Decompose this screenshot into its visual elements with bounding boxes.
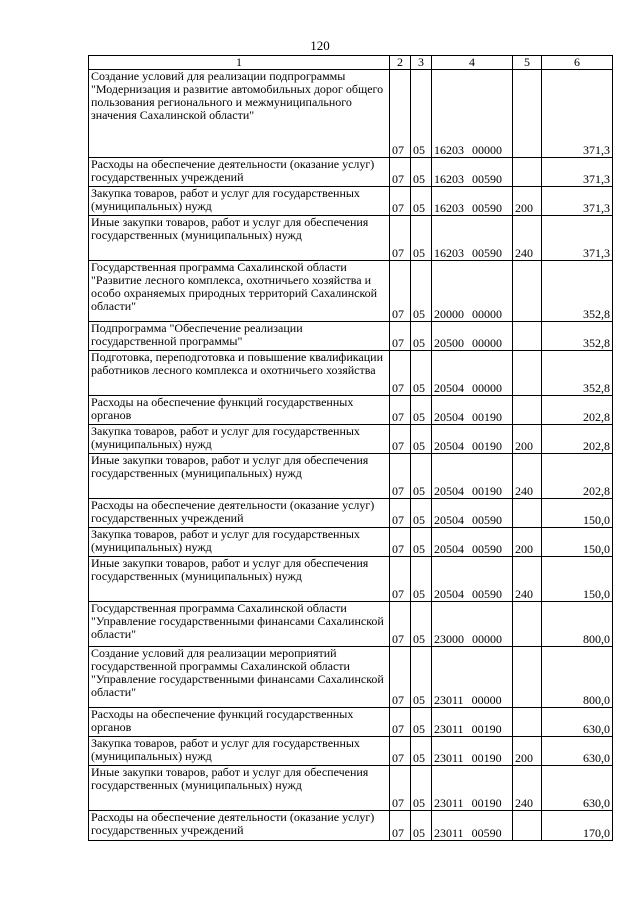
target-article-direction: 00590: [472, 246, 502, 260]
column-header: 2: [390, 56, 411, 70]
section-code: 07: [390, 216, 411, 261]
expense-name: Создание условий для реализации подпрограммы "Модернизация и развитие автомобильных дорог общего пользования регионального и межмуниципального значения Сахалинской области": [89, 70, 390, 158]
expense-name: Закупка товаров, работ и услуг для государственных (муниципальных) нужд: [89, 187, 390, 216]
expense-name: Закупка товаров, работ и услуг для государственных (муниципальных) нужд: [89, 425, 390, 454]
expense-name: Подпрограмма "Обеспечение реализации государственной программы": [89, 322, 390, 351]
table-row: [89, 557, 613, 602]
expense-name: Иные закупки товаров, работ и услуг для обеспечения государственных (муниципальных) нужд: [89, 216, 390, 261]
amount-value: 371,3: [542, 216, 613, 261]
expense-name: Закупка товаров, работ и услуг для государственных (муниципальных) нужд: [89, 737, 390, 766]
table-row: [89, 499, 613, 528]
section-code: 07: [390, 261, 411, 322]
target-article-code: [432, 557, 513, 602]
section-code: 07: [390, 557, 411, 602]
target-article-program: 23011: [434, 722, 464, 736]
amount-value: 800,0: [542, 602, 613, 647]
expense-name: Государственная программа Сахалинской области "Развитие лесного комплекса, охотничьего хозяйства и особо охраняемых природных территорий Сахалинской области": [89, 261, 390, 322]
amount-value: 371,3: [542, 70, 613, 158]
amount-value: 371,3: [542, 158, 613, 187]
expense-type-code: [513, 322, 542, 351]
table-row: [89, 187, 613, 216]
section-code: 07: [390, 737, 411, 766]
target-article-program: 23011: [434, 826, 464, 840]
table-row: [89, 811, 613, 841]
target-article-direction: 00590: [472, 587, 502, 601]
target-article-code: [432, 425, 513, 454]
target-article-direction: 00590: [472, 172, 502, 186]
target-article-direction: 00190: [471, 722, 502, 736]
target-article-code: [432, 454, 513, 499]
section-code: 07: [390, 602, 411, 647]
amount-value: 202,8: [542, 425, 613, 454]
expense-type-code: 200: [513, 425, 542, 454]
target-article-code: [432, 70, 513, 158]
target-article-program: 20504: [434, 484, 464, 498]
table-row: [89, 322, 613, 351]
target-article-code: [432, 528, 513, 557]
table-row: [89, 647, 613, 708]
target-article-program: 16203: [434, 246, 464, 260]
target-article-program: 16203: [434, 143, 464, 157]
target-article-direction: 00000: [472, 632, 502, 646]
expense-type-code: 240: [513, 766, 542, 811]
target-article-program: 20504: [434, 410, 464, 424]
target-article-code: [432, 351, 513, 396]
target-article-code: [432, 708, 513, 737]
target-article-direction: 00000: [472, 381, 502, 395]
subsection-code: 05: [411, 216, 432, 261]
target-article-program: 23011: [434, 796, 464, 810]
expense-name: Расходы на обеспечение функций государственных органов: [89, 396, 390, 425]
expense-name: Расходы на обеспечение деятельности (оказание услуг) государственных учреждений: [89, 158, 390, 187]
expense-type-code: 200: [513, 528, 542, 557]
target-article-program: 20504: [434, 542, 464, 556]
table-row: [89, 158, 613, 187]
table-row: [89, 216, 613, 261]
subsection-code: 05: [411, 454, 432, 499]
expense-type-code: [513, 708, 542, 737]
amount-value: 202,8: [542, 396, 613, 425]
section-code: 07: [390, 528, 411, 557]
expense-type-code: [513, 70, 542, 158]
subsection-code: 05: [411, 708, 432, 737]
target-article-program: 20504: [434, 513, 464, 527]
amount-value: 371,3: [542, 187, 613, 216]
amount-value: 352,8: [542, 261, 613, 322]
target-article-program: 16203: [434, 201, 464, 215]
table-body: [89, 70, 613, 841]
expense-type-code: [513, 351, 542, 396]
table-row: [89, 766, 613, 811]
table-row: [89, 454, 613, 499]
target-article-program: 20504: [434, 381, 464, 395]
amount-value: 170,0: [542, 811, 613, 841]
target-article-program: 23000: [434, 632, 464, 646]
target-article-direction: 00590: [472, 201, 502, 215]
subsection-code: 05: [411, 261, 432, 322]
expense-type-code: 240: [513, 454, 542, 499]
expense-type-code: 200: [513, 737, 542, 766]
subsection-code: 05: [411, 499, 432, 528]
page-number: 120: [310, 38, 330, 53]
section-code: 07: [390, 396, 411, 425]
target-article-program: 20000: [434, 307, 464, 321]
expense-name: Расходы на обеспечение деятельности (оказание услуг) государственных учреждений: [89, 811, 390, 841]
subsection-code: 05: [411, 70, 432, 158]
column-header: 1: [89, 56, 390, 70]
target-article-code: [432, 158, 513, 187]
target-article-program: 20500: [434, 336, 464, 350]
amount-value: 202,8: [542, 454, 613, 499]
expense-type-code: [513, 261, 542, 322]
subsection-code: 05: [411, 351, 432, 396]
amount-value: 150,0: [542, 528, 613, 557]
subsection-code: 05: [411, 602, 432, 647]
subsection-code: 05: [411, 322, 432, 351]
target-article-direction: 00590: [471, 826, 502, 840]
amount-value: 630,0: [542, 766, 613, 811]
amount-value: 800,0: [542, 647, 613, 708]
target-article-code: [432, 737, 513, 766]
table-row: [89, 602, 613, 647]
section-code: 07: [390, 499, 411, 528]
column-header: 5: [513, 56, 542, 70]
target-article-code: [432, 811, 513, 841]
expense-name: Иные закупки товаров, работ и услуг для обеспечения государственных (муниципальных) нужд: [89, 454, 390, 499]
table-row: [89, 396, 613, 425]
subsection-code: 05: [411, 158, 432, 187]
target-article-code: [432, 216, 513, 261]
expense-name: Создание условий для реализации мероприятий государственной программы Сахалинской области "Управление государственными финансами Сахалинской области": [89, 647, 390, 708]
column-header: 6: [542, 56, 613, 70]
target-article-direction: 00000: [472, 143, 502, 157]
expense-type-code: [513, 499, 542, 528]
amount-value: 630,0: [542, 708, 613, 737]
expense-type-code: 200: [513, 187, 542, 216]
subsection-code: 05: [411, 187, 432, 216]
section-code: 07: [390, 158, 411, 187]
target-article-direction: 00590: [472, 542, 502, 556]
section-code: 07: [390, 647, 411, 708]
target-article-direction: 00190: [472, 410, 502, 424]
expense-type-code: 240: [513, 216, 542, 261]
target-article-program: 20504: [434, 587, 464, 601]
section-code: 07: [390, 322, 411, 351]
section-code: 07: [390, 811, 411, 841]
table-row: [89, 351, 613, 396]
target-article-code: [432, 322, 513, 351]
table-row: [89, 737, 613, 766]
expense-type-code: [513, 811, 542, 841]
expense-name: Расходы на обеспечение деятельности (оказание услуг) государственных учреждений: [89, 499, 390, 528]
target-article-code: [432, 396, 513, 425]
budget-table: [88, 55, 613, 841]
subsection-code: 05: [411, 737, 432, 766]
target-article-program: 23011: [434, 751, 464, 765]
expense-name: Иные закупки товаров, работ и услуг для обеспечения государственных (муниципальных) нужд: [89, 766, 390, 811]
section-code: 07: [390, 766, 411, 811]
table-row: [89, 708, 613, 737]
section-code: 07: [390, 708, 411, 737]
expense-type-code: [513, 158, 542, 187]
section-code: 07: [390, 351, 411, 396]
subsection-code: 05: [411, 425, 432, 454]
target-article-program: 16203: [434, 172, 464, 186]
column-header: 4: [432, 56, 513, 70]
target-article-direction: 00000: [472, 307, 502, 321]
target-article-direction: 00190: [472, 484, 502, 498]
target-article-code: [432, 647, 513, 708]
target-article-code: [432, 261, 513, 322]
amount-value: 352,8: [542, 351, 613, 396]
expense-type-code: [513, 602, 542, 647]
target-article-program: 23011: [434, 693, 464, 707]
amount-value: 150,0: [542, 557, 613, 602]
expense-type-code: [513, 647, 542, 708]
section-code: 07: [390, 187, 411, 216]
target-article-direction: 00190: [472, 439, 502, 453]
target-article-direction: 00190: [471, 796, 502, 810]
target-article-code: [432, 766, 513, 811]
amount-value: 630,0: [542, 737, 613, 766]
expense-type-code: 240: [513, 557, 542, 602]
target-article-code: [432, 499, 513, 528]
subsection-code: 05: [411, 766, 432, 811]
target-article-direction: 00000: [471, 693, 502, 707]
table-row: [89, 425, 613, 454]
section-code: 07: [390, 454, 411, 499]
target-article-direction: 00190: [471, 751, 502, 765]
target-article-direction: 00000: [472, 336, 502, 350]
target-article-code: [432, 187, 513, 216]
table-row: [89, 261, 613, 322]
subsection-code: 05: [411, 811, 432, 841]
amount-value: 352,8: [542, 322, 613, 351]
subsection-code: 05: [411, 557, 432, 602]
target-article-code: [432, 602, 513, 647]
target-article-program: 20504: [434, 439, 464, 453]
table-row: [89, 528, 613, 557]
target-article-direction: 00590: [472, 513, 502, 527]
table-row: [89, 70, 613, 158]
amount-value: 150,0: [542, 499, 613, 528]
section-code: 07: [390, 425, 411, 454]
column-header: 3: [411, 56, 432, 70]
subsection-code: 05: [411, 647, 432, 708]
section-code: 07: [390, 70, 411, 158]
expense-type-code: [513, 396, 542, 425]
subsection-code: 05: [411, 528, 432, 557]
expense-name: Расходы на обеспечение функций государственных органов: [89, 708, 390, 737]
table-header-row: [89, 56, 613, 70]
expense-name: Государственная программа Сахалинской области "Управление государственными финансами Сахалинской области": [89, 602, 390, 647]
expense-name: Подготовка, переподготовка и повышение квалификации работников лесного комплекса и охотничьего хозяйства: [89, 351, 390, 396]
expense-name: Закупка товаров, работ и услуг для государственных (муниципальных) нужд: [89, 528, 390, 557]
subsection-code: 05: [411, 396, 432, 425]
expense-name: Иные закупки товаров, работ и услуг для обеспечения государственных (муниципальных) нужд: [89, 557, 390, 602]
